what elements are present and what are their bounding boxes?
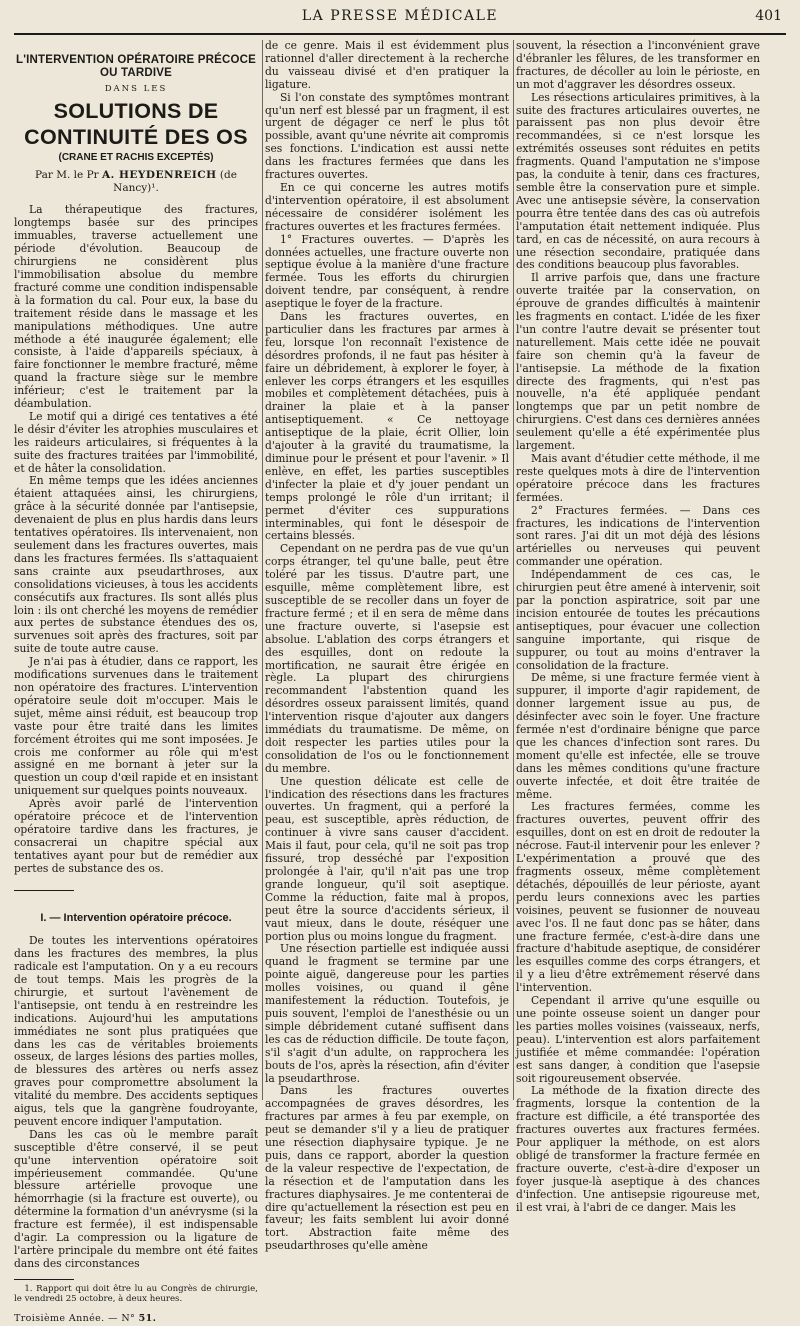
- paragraph: De toutes les interventions opératoires dans les fractures des membres, la plus radicale est l'amputation. On y a eu recours de tout temps. Mais les progrès de la chirurgie, et surtout l'avènement de l'antisepsie, ont tendu à en restreindre les indications. Aujourd'hui les amputations immédiates ne sont plus pratiquées que dans les cas de véritables broiements osseux, de larges lésions des parties molles, de blessures des artères ou nerfs assez graves pour compromettre absolument la vitalité du membre. Des accidents septiques aigus, tels que la gangrène foudroyante, peuvent encore indiquer l'amputation.: [14, 934, 258, 1128]
- header-rule: [14, 33, 786, 35]
- paragraph: De même, si une fracture fermée vient à suppurer, il importe d'agir rapidement, de donner largement issue au pus, de désinfecter avec soin le foyer. Une fracture fermée n'est d'ordinaire bénigne que parce que les chances d'infection sont rares. Du moment qu'elle est infectée, elle se trouve dans les mêmes conditions qu'une fracture ouverte infectée, et doit être traitée de même.: [516, 671, 760, 801]
- issue-line: [14, 1313, 258, 1326]
- paragraph: Indépendamment de ces cas, le chirurgien peut être amené à intervenir, soit par la ponction aspiratrice, soit par une incision entourée de toutes les précautions antiseptiques, pour évacuer une collection sanguine importante, qui risque de suppurer, ou tout au moins d'entraver la consolidation de la fracture.: [516, 568, 760, 672]
- page-number: 401: [755, 8, 782, 24]
- paragraph: Cependant on ne perdra pas de vue qu'un corps étranger, tel qu'une balle, peut être toléré par les tissus. D'autre part, une esquille, même complètement libre, est susceptible de se recoller dans un foyer de fracture fermé ; et il en sera de même dans une fracture ouverte, si l'asepsie est absolue. L'ablation des corps étrangers et des esquilles, dont on redoute la mortification, ne saurait être érigée en règle. La plupart des chirurgiens recommandent l'abstention quand les désordres osseux paraissent limités, quand l'intervention risque d'ajouter aux dangers immédiats du traumatisme. De même, on doit respecter les parties utiles pour la consolidation de l'os ou le fonctionnement du membre.: [265, 542, 509, 775]
- paragraph: Après avoir parlé de l'intervention opératoire précoce et de l'intervention opératoire tardive dans les fractures, je consacrerai un chapitre spécial aux tentatives ayant pour but de remédier aux pertes de substance des os.: [14, 797, 258, 875]
- article-columns: [14, 39, 786, 1324]
- paragraph: Je n'ai pas à étudier, dans ce rapport, les modifications survenues dans le traitement non opératoire des fractures. L'intervention opératoire seule doit m'occuper. Mais le sujet, même ainsi réduit, est beaucoup trop vaste pour être traité dans les limites forcément étroites qui me sont imposées. Je crois me conformer au rôle qui m'est assigné en me bornant à jeter sur la question un coup d'œil rapide et en insistant uniquement sur quelques points nouveaux.: [14, 655, 258, 798]
- footnote-rule: [14, 1279, 74, 1280]
- column-2: [265, 39, 509, 1253]
- issue-number: 51.: [138, 1312, 157, 1324]
- footnote: 1. Rapport qui doit être lu au Congrès de chirurgie, le vendredi 25 octobre, à deux heures.: [14, 1283, 258, 1305]
- paragraph: Dans les cas où le membre paraît susceptible d'être conservé, il se peut qu'une intervention opératoire soit impérieusement commandée. Qu'une blessure artérielle provoque une hémorrhagie (si la fracture est ouverte), ou détermine la formation d'un anévrysme (si la fracture est fermée), il est indispensable d'agir. La compression ou la ligature de l'artère principale du membre ont été faites dans des circonstances: [14, 1127, 258, 1270]
- paragraph: Dans les fractures ouvertes accompagnées de graves désordres, les fractures par armes à feu par exemple, on peut se demander s'il y a lieu de pratiquer une résection diaphysaire typique. Je ne puis, dans ce rapport, aborder la question de la valeur respective de l'expectation, de la résection et de l'amputation dans les fractures diaphysaires. Je me contenterai de dire qu'actuellement la résection est peu en faveur; les faits semblent lui avoir donné tort. Abstraction faite même des pseudarthroses qu'elle amène: [265, 1084, 509, 1253]
- author-name: A. HEYDENREICH: [102, 168, 217, 181]
- paragraph: de ce genre. Mais il est évidemment plus rationnel d'aller directement à la recherche du vaisseau divisé et d'en pratiquer la ligature.: [265, 39, 509, 91]
- paragraph: Si l'on constate des symptômes montrant qu'un nerf est blessé par un fragment, il est urgent de dégager ce nerf le plus tôt possible, avant qu'une névrite ait compromis ses fonctions. L'indication est aussi nette dans les fractures fermées que dans les fractures ouvertes.: [265, 90, 509, 182]
- article-title-line: L'INTERVENTION OPÉRATOIRE PRÉCOCE OU TARDIVE: [15, 54, 256, 79]
- issue-label: Troisième Année. — N°: [14, 1312, 136, 1324]
- paragraph: Dans les fractures ouvertes, en particulier dans les fractures par armes à feu, lorsque l'on reconnaît l'existence de désordres profonds, il ne faut pas hésiter à faire un débridement, à explorer le foyer, à enlever les corps étrangers et les esquilles mobiles et complètement détachées, puis à drainer la plaie et à la panser antiseptiquement. « Ce nettoyage antiseptique de la plaie, écrit Ollier, loin d'ajouter à la gravité du traumatisme, la diminue pour le présent et pour l'avenir. » Il enlève, en effet, les parties susceptibles d'infecter la plaie et d'y jouer pendant un temps prolongé le rôle d'un irritant; il permet d'éviter ces suppurations interminables, qui font le désespoir de certains blessés.: [265, 310, 509, 543]
- paragraph: Une résection partielle est indiquée aussi quand le fragment se termine par une pointe aiguë, dangereuse pour les parties molles voisines, ou quand il gêne manifestement la réduction. Toutefois, je puis souvent, l'emploi de l'anesthésie ou un simple débridement cutané suffisent dans les cas de réduction difficile. De toute façon, s'il s'agit d'un adulte, on rapprochera les bouts de l'os, après la résection, afin d'éviter la pseudarthrose.: [265, 942, 509, 1085]
- column-divider: [513, 40, 514, 1100]
- section-rule: [14, 890, 74, 891]
- column-1: [14, 40, 258, 1324]
- paragraph: Les fractures fermées, comme les fractures ouvertes, peuvent offrir des esquilles, dont on est en droit de redouter la nécrose. Faut-il intervenir pour les enlever ? L'expérimentation a prouvé que des fragments osseux, même complètement détachés, dépouillés de leur périoste, ayant perdu leurs connexions avec les parties voisines, peuvent se fusionner de nouveau avec l'os. Il ne faut donc pas se hâter, dans une fracture fermée, c'est-à-dire dans une fracture d'habitude aseptique, de considérer les esquilles comme des corps étrangers, et il y a lieu d'être extrêmement réservé dans l'intervention.: [516, 800, 760, 995]
- paragraph: Le motif qui a dirigé ces tentatives a été le désir d'éviter les atrophies musculaires et les raideurs articulaires, si fréquentes à la suite des fractures traitées par l'immobilité, et de hâter la consolidation.: [14, 409, 258, 475]
- column-divider: [262, 40, 263, 1100]
- paragraph: Une question délicate est celle de l'indication des résections dans les fractures ouvertes. Un fragment, qui a perforé la peau, est susceptible, après réduction, de continuer à vivre sans causer d'accident. Mais il faut, pour cela, qu'il ne soit pas trop fissuré, trop desséché par l'exposition prolongée à l'air, qu'il n'ait pas une trop grande longueur, qu'il soit aseptique. Comme la réduction, faite mal à propos, peut être la source d'accidents sérieux, il vaut mieux, dans le doute, réséquer une portion plus ou moins longue du fragment.: [265, 774, 509, 943]
- paragraph: En même temps que les idées anciennes étaient attaquées ainsi, les chirurgiens, grâce à la sécurité donnée par l'antisepsie, devenaient de plus en plus hardis dans leurs tentatives opératoires. Ils intervenaient, non seulement dans les fractures ouvertes, mais dans les fractures fermées. Ils s'attaquaient sans crainte aux pseudarthroses, aux consolidations vicieuses, à tous les accidents consécutifs aux fractures. Ils sont allés plus loin : ils ont cherché les moyens de remédier aux pertes de substance étendues des os, survenues soit après des fractures, soit par suite de toute autre cause.: [14, 474, 258, 656]
- column-3: [516, 39, 760, 1214]
- paragraph: 1° Fractures ouvertes. — D'après les données actuelles, une fracture ouverte non septique évolue à la manière d'une fracture fermée. Tous les efforts du chirurgien doivent tendre, par conséquent, à rendre aseptique le foyer de la fracture.: [265, 232, 509, 311]
- journal-title: LA PRESSE MÉDICALE: [301, 8, 499, 24]
- paragraph: La méthode de la fixation directe des fragments, lorsque la contention de la fracture est difficile, a été transportée des fractures ouvertes aux fractures fermées. Pour appliquer la méthode, on est alors obligé de transformer la fracture fermée en fracture ouverte, c'est-à-dire d'exposer un foyer jusque-là aseptique à des chances d'infection. Une antisepsie rigoureuse met, il est vrai, à l'abri de ce danger. Mais les: [516, 1084, 760, 1214]
- article-title-dans: DANS LES: [104, 83, 168, 94]
- article-author: [14, 169, 258, 195]
- author-suffix: (de Nancy)¹.: [113, 168, 237, 194]
- page-header: [14, 8, 786, 30]
- paragraph: La thérapeutique des fractures, longtemps basée sur des principes immuables, traverse actuellement une période d'évolution. Beaucoup de chirurgiens ne considèrent plus l'immobilisation absolue du membre fracturé comme une condition indispensable à la formation du cal. Pour eux, la base du traitement réside dans le massage et les manipulations méthodiques. Une autre méthode a été inaugurée également; elle consiste, à l'aide d'appareils spéciaux, à faire fonctionner le membre fracturé, même quand la fracture siège sur le membre inférieur; c'est le traitement par la déambulation.: [14, 203, 258, 411]
- paragraph: Cependant il arrive qu'une esquille ou une pointe osseuse soient un danger pour les parties molles voisines (vaisseaux, nerfs, peau). L'intervention est alors parfaitement justifiée et même commandée: l'opération est sans danger, à condition que l'asepsie soit rigoureusement observée.: [516, 994, 760, 1085]
- paragraph: Il arrive parfois que, dans une fracture ouverte traitée par la conservation, on éprouve de grandes difficultés à maintenir les fragments en contact. L'idée de les fixer l'un contre l'autre devait se présenter tout naturellement. Mais cette idée ne pouvait faire son chemin qu'à la faveur de l'antisepsie. La méthode de la fixation directe des fragments, qui n'est pas nouvelle, n'a été appliquée pendant longtemps que par un petit nombre de chirurgiens. C'est dans ces dernières années seulement qu'elle a été expérimentée plus largement.: [516, 271, 760, 453]
- paragraph: 2° Fractures fermées. — Dans ces fractures, les indications de l'intervention sont rares. J'ai dit un mot déjà des lésions artérielles ou nerveuses qui peuvent commander une opération.: [516, 503, 760, 569]
- paragraph: souvent, la résection a l'inconvénient grave d'ébranler les fêlures, de les transformer en fractures, de décoller au loin le périoste, en un mot d'aggraver les désordres osseux.: [516, 39, 760, 91]
- section-heading: I. — Intervention opératoire précoce.: [40, 912, 232, 925]
- paragraph: Mais avant d'étudier cette méthode, il me reste quelques mots à dire de l'intervention opératoire précoce dans les fractures fermées.: [516, 452, 760, 504]
- paragraph: Les résections articulaires primitives, à la suite des fractures articulaires ouvertes, ne paraissent pas non plus devoir être recommandées, si ce n'est lorsque les extrémités osseuses sont réduites en petits fragments. Quand l'amputation ne s'impose pas, la conduite à tenir, dans ces fractures, semble être la conservation pure et simple. Avec une antisepsie sévère, la conservation pourra être tentée dans des cas où autrefois l'amputation était nettement indiquée. Plus tard, en cas de nécessité, on aura recours à une résection secondaire, pratiquée dans des conditions beaucoup plus favorables.: [516, 90, 760, 272]
- article-main-title: SOLUTIONS DE CONTINUITÉ DES OS: [24, 98, 248, 149]
- author-prefix: Par M. le Pr: [35, 168, 99, 181]
- paragraph: En ce qui concerne les autres motifs d'intervention opératoire, il est absolument nécessaire de considérer isolément les fractures ouvertes et les fractures fermées.: [265, 180, 509, 233]
- article-subtitle: (CRANE ET RACHIS EXCEPTÉS): [58, 151, 214, 163]
